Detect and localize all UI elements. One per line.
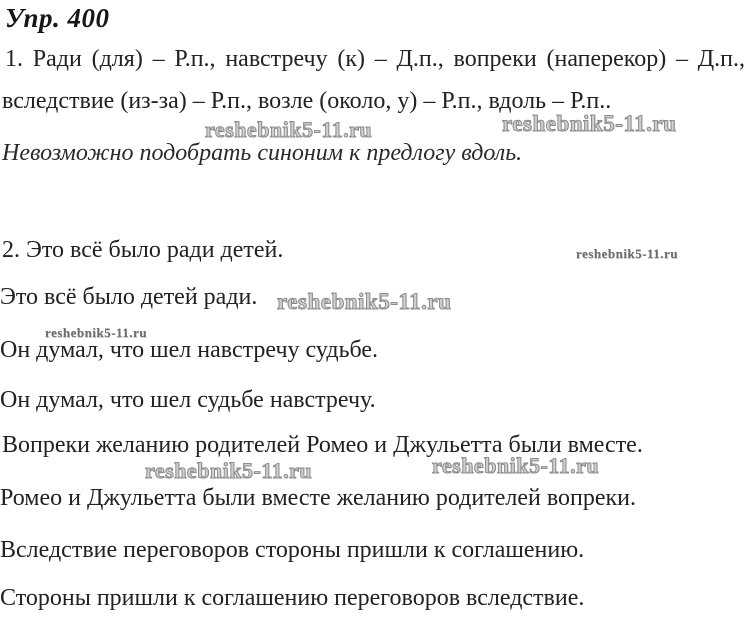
watermark-small-right: reshebnik5-11.ru <box>576 246 679 261</box>
watermark-lower-right: reshebnik5-11.ru <box>432 453 600 478</box>
sentence-4: Он думал, что шел судьбе навстречу. <box>0 387 376 413</box>
sentence-6: Ромео и Джульетта были вместе желанию родителей вопреки. <box>0 485 636 511</box>
watermark-mid: reshebnik5-11.ru <box>277 289 452 314</box>
sentence-5: Вопреки желанию родителей Ромео и Джульетта были вместе. <box>2 432 643 458</box>
watermark-top-right: reshebnik5-11.ru <box>502 111 677 136</box>
watermark-lower-left: reshebnik5-11.ru <box>145 458 313 483</box>
sentence-7: Вследствие переговоров стороны пришли к соглашению. <box>0 537 585 563</box>
sentence-1: 2. Это всё было ради детей. <box>2 237 284 263</box>
answer-part1-line2: вследствие (из-за) – Р.п., возле (около, у) – Р.п., вдоль – Р.п.. <box>2 88 612 114</box>
answer-part1-note: Невозможно подобрать синоним к предлогу вдоль. <box>2 140 523 166</box>
watermark-small-left: reshebnik5-11.ru <box>45 325 148 340</box>
sentence-2: Это всё было детей ради. <box>0 284 258 310</box>
answer-part1-line1: 1. Ради (для) – Р.п., навстречу (к) – Д.п., вопреки (наперекор) – Д.п., <box>5 46 745 72</box>
sentence-3: Он думал, что шел навстречу судьбе. <box>0 337 379 363</box>
sentence-8: Стороны пришли к соглашению переговоров вследствие. <box>0 585 585 611</box>
watermark-top-left: reshebnik5-11.ru <box>205 117 373 142</box>
exercise-title: Упр. 400 <box>5 3 110 33</box>
